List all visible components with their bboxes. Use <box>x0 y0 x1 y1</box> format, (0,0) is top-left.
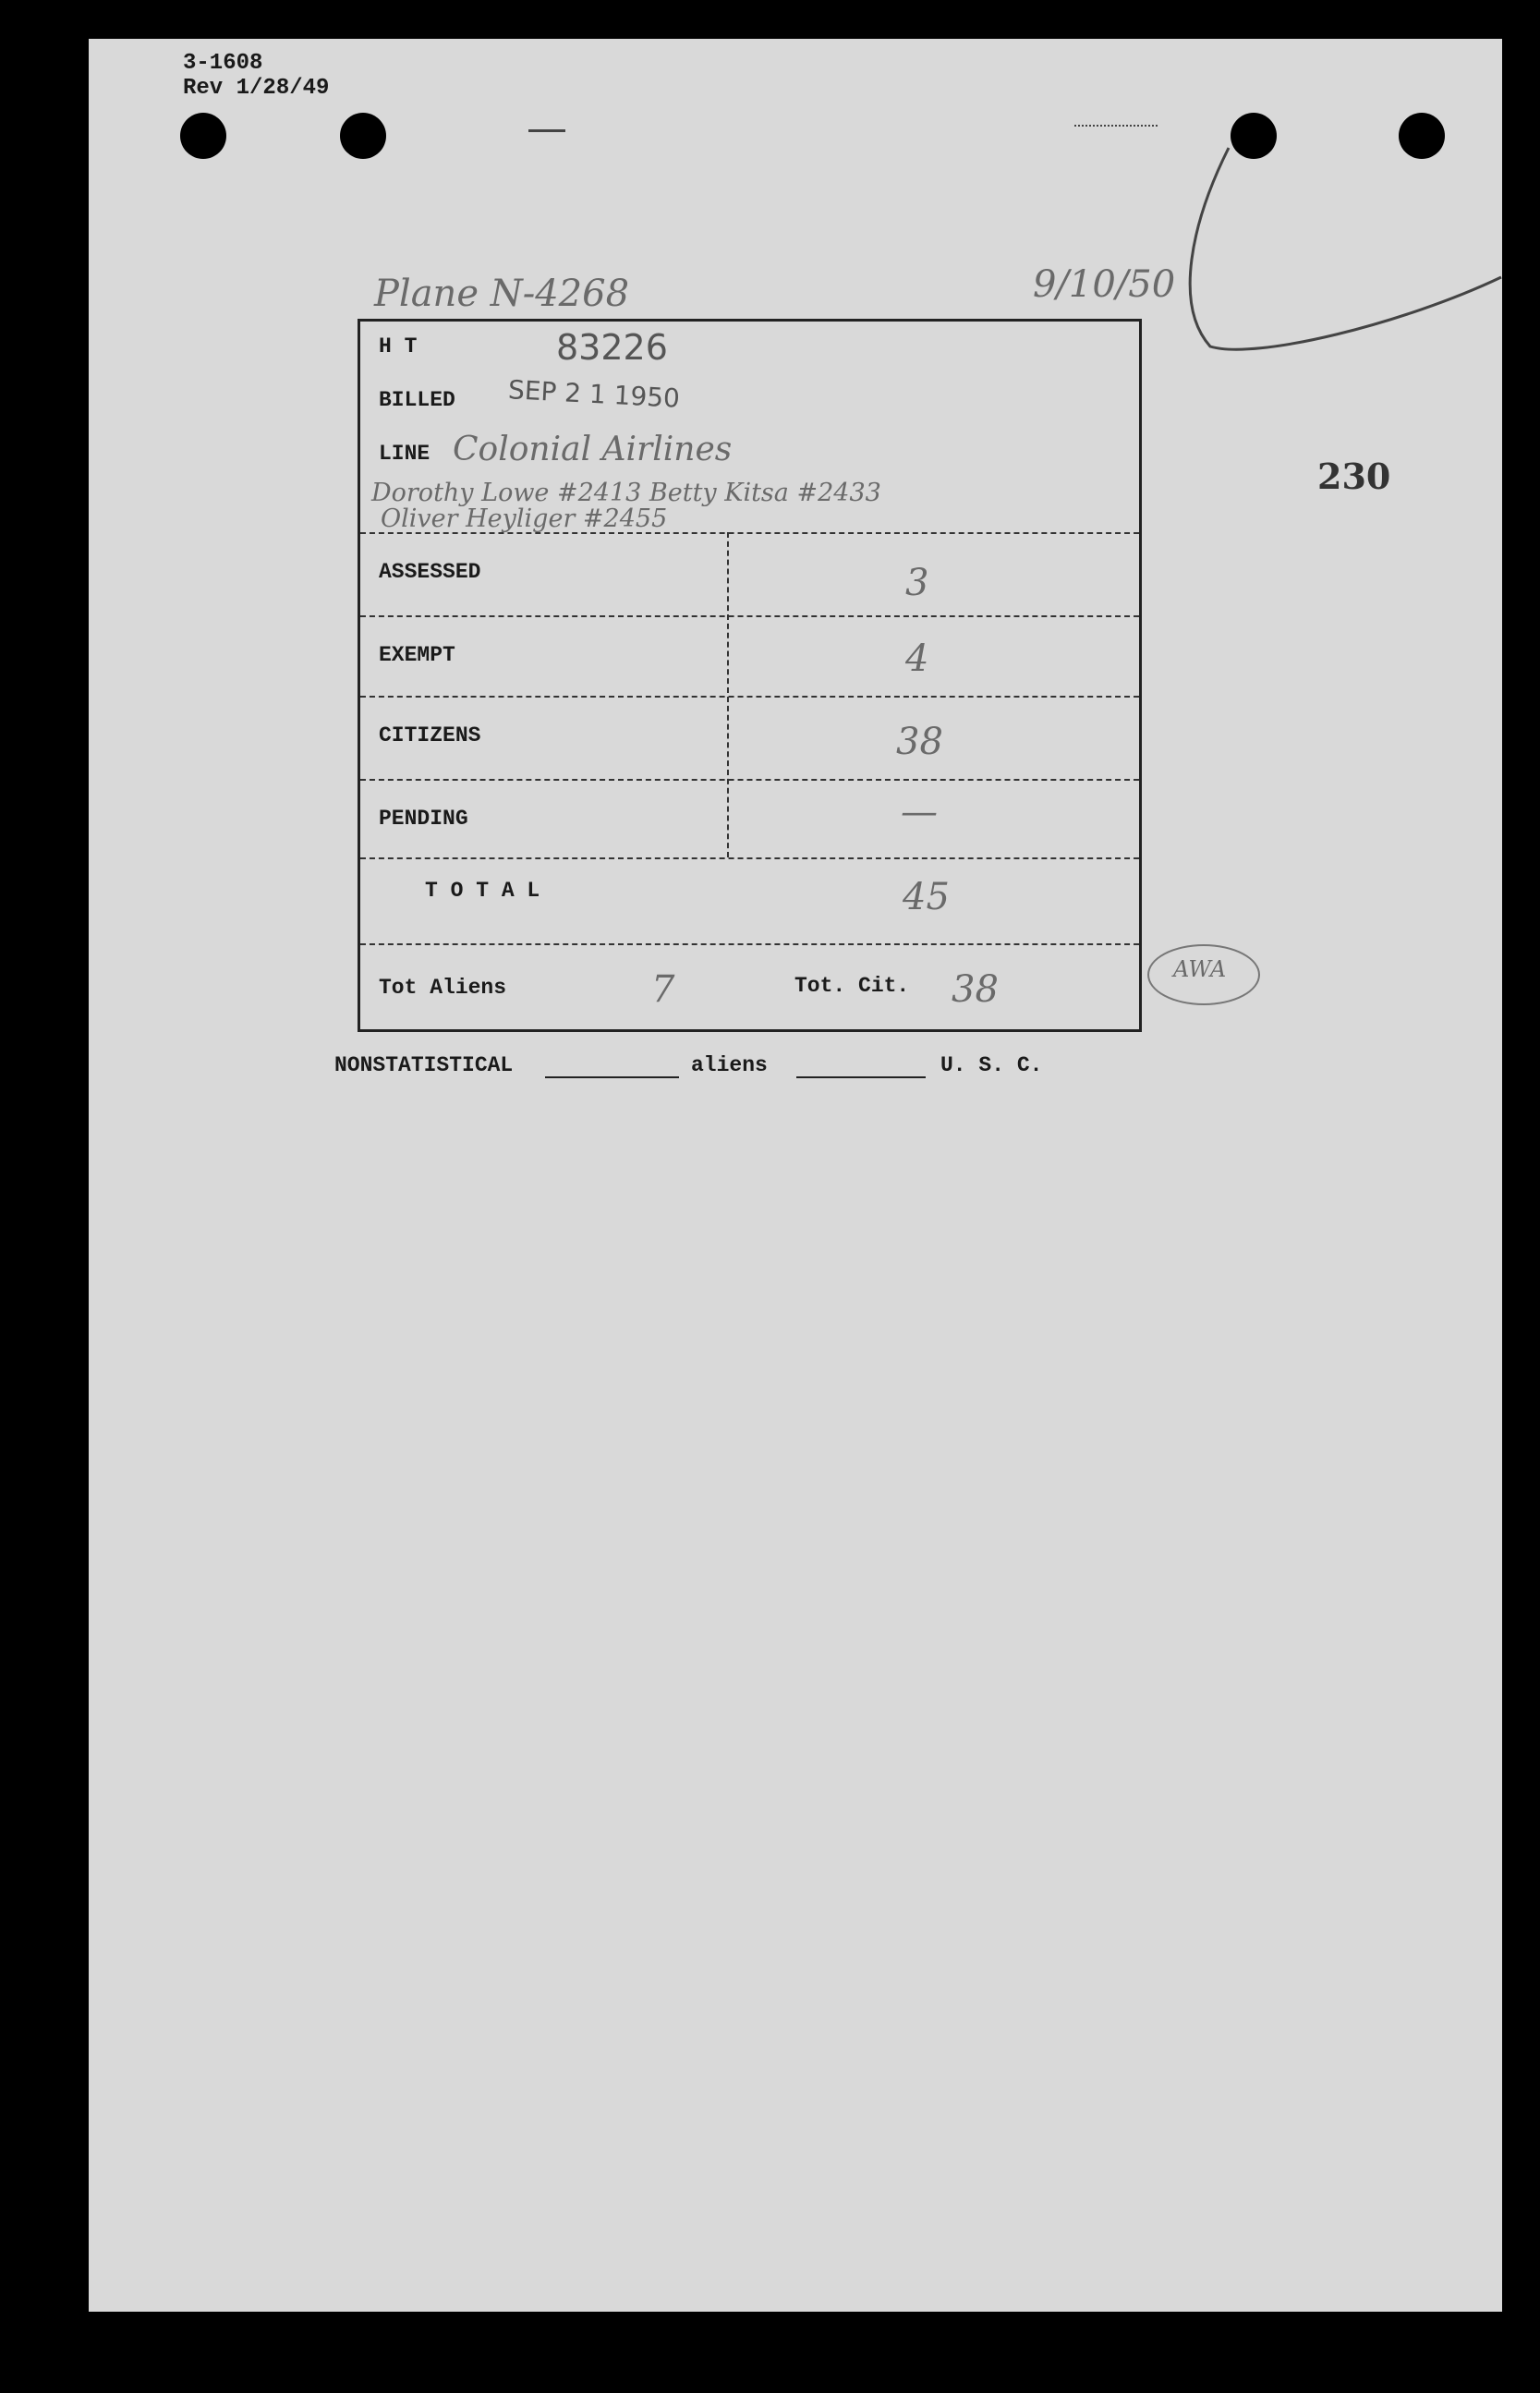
rule <box>360 615 1139 617</box>
pencil-curve <box>1173 139 1506 370</box>
rule <box>360 696 1139 698</box>
total-value: 45 <box>903 876 950 918</box>
billed-stamp: SEP 2 1 1950 <box>507 374 681 414</box>
pending-value: — <box>901 791 938 833</box>
revision-date: Rev 1/28/49 <box>183 76 330 101</box>
ink-mark <box>1074 125 1158 128</box>
assessed-value: 3 <box>905 562 929 604</box>
line-label: LINE <box>379 442 430 466</box>
ht-number: 83226 <box>556 327 668 368</box>
nonstatistical-blank <box>545 1076 679 1078</box>
plane-annotation: Plane N-4268 <box>374 273 630 315</box>
column-divider <box>727 532 729 857</box>
rule <box>360 943 1139 945</box>
page-number: 230 <box>1317 456 1391 497</box>
citizens-label: CITIZENS <box>379 723 481 747</box>
line-airline: Colonial Airlines <box>453 431 733 468</box>
billed-label: BILLED <box>379 388 455 412</box>
citizens-value: 38 <box>896 721 943 763</box>
exempt-value: 4 <box>905 638 929 680</box>
rule <box>360 779 1139 781</box>
assessed-label: ASSESSED <box>379 560 481 584</box>
entry-form <box>358 319 1142 1032</box>
aliens-blank <box>796 1076 926 1078</box>
date-annotation: 9/10/50 <box>1033 263 1176 306</box>
usc-label: U. S. C. <box>940 1053 1043 1077</box>
punch-hole <box>340 113 386 159</box>
aliens-label: aliens <box>691 1053 768 1077</box>
tot-cit-label: Tot. Cit. <box>794 974 910 998</box>
initials: AWA <box>1173 956 1227 982</box>
nonstatistical-label: NONSTATISTICAL <box>334 1053 514 1077</box>
ht-label: H T <box>379 334 418 358</box>
tot-aliens-value: 7 <box>651 968 675 1011</box>
rule <box>360 532 1139 534</box>
form-number: 3-1608 <box>183 51 263 76</box>
pending-label: PENDING <box>379 807 468 831</box>
tot-cit-value: 38 <box>952 968 999 1011</box>
total-label: T O T A L <box>425 879 540 903</box>
punch-hole <box>180 113 226 159</box>
crew-names-2: Oliver Heyliger #2455 <box>381 504 668 533</box>
ink-mark <box>528 129 565 132</box>
tot-aliens-label: Tot Aliens <box>379 976 507 1000</box>
rule <box>360 857 1139 859</box>
crew-names-1: Dorothy Lowe #2413 Betty Kitsa #2433 <box>371 479 881 507</box>
exempt-label: EXEMPT <box>379 643 455 667</box>
